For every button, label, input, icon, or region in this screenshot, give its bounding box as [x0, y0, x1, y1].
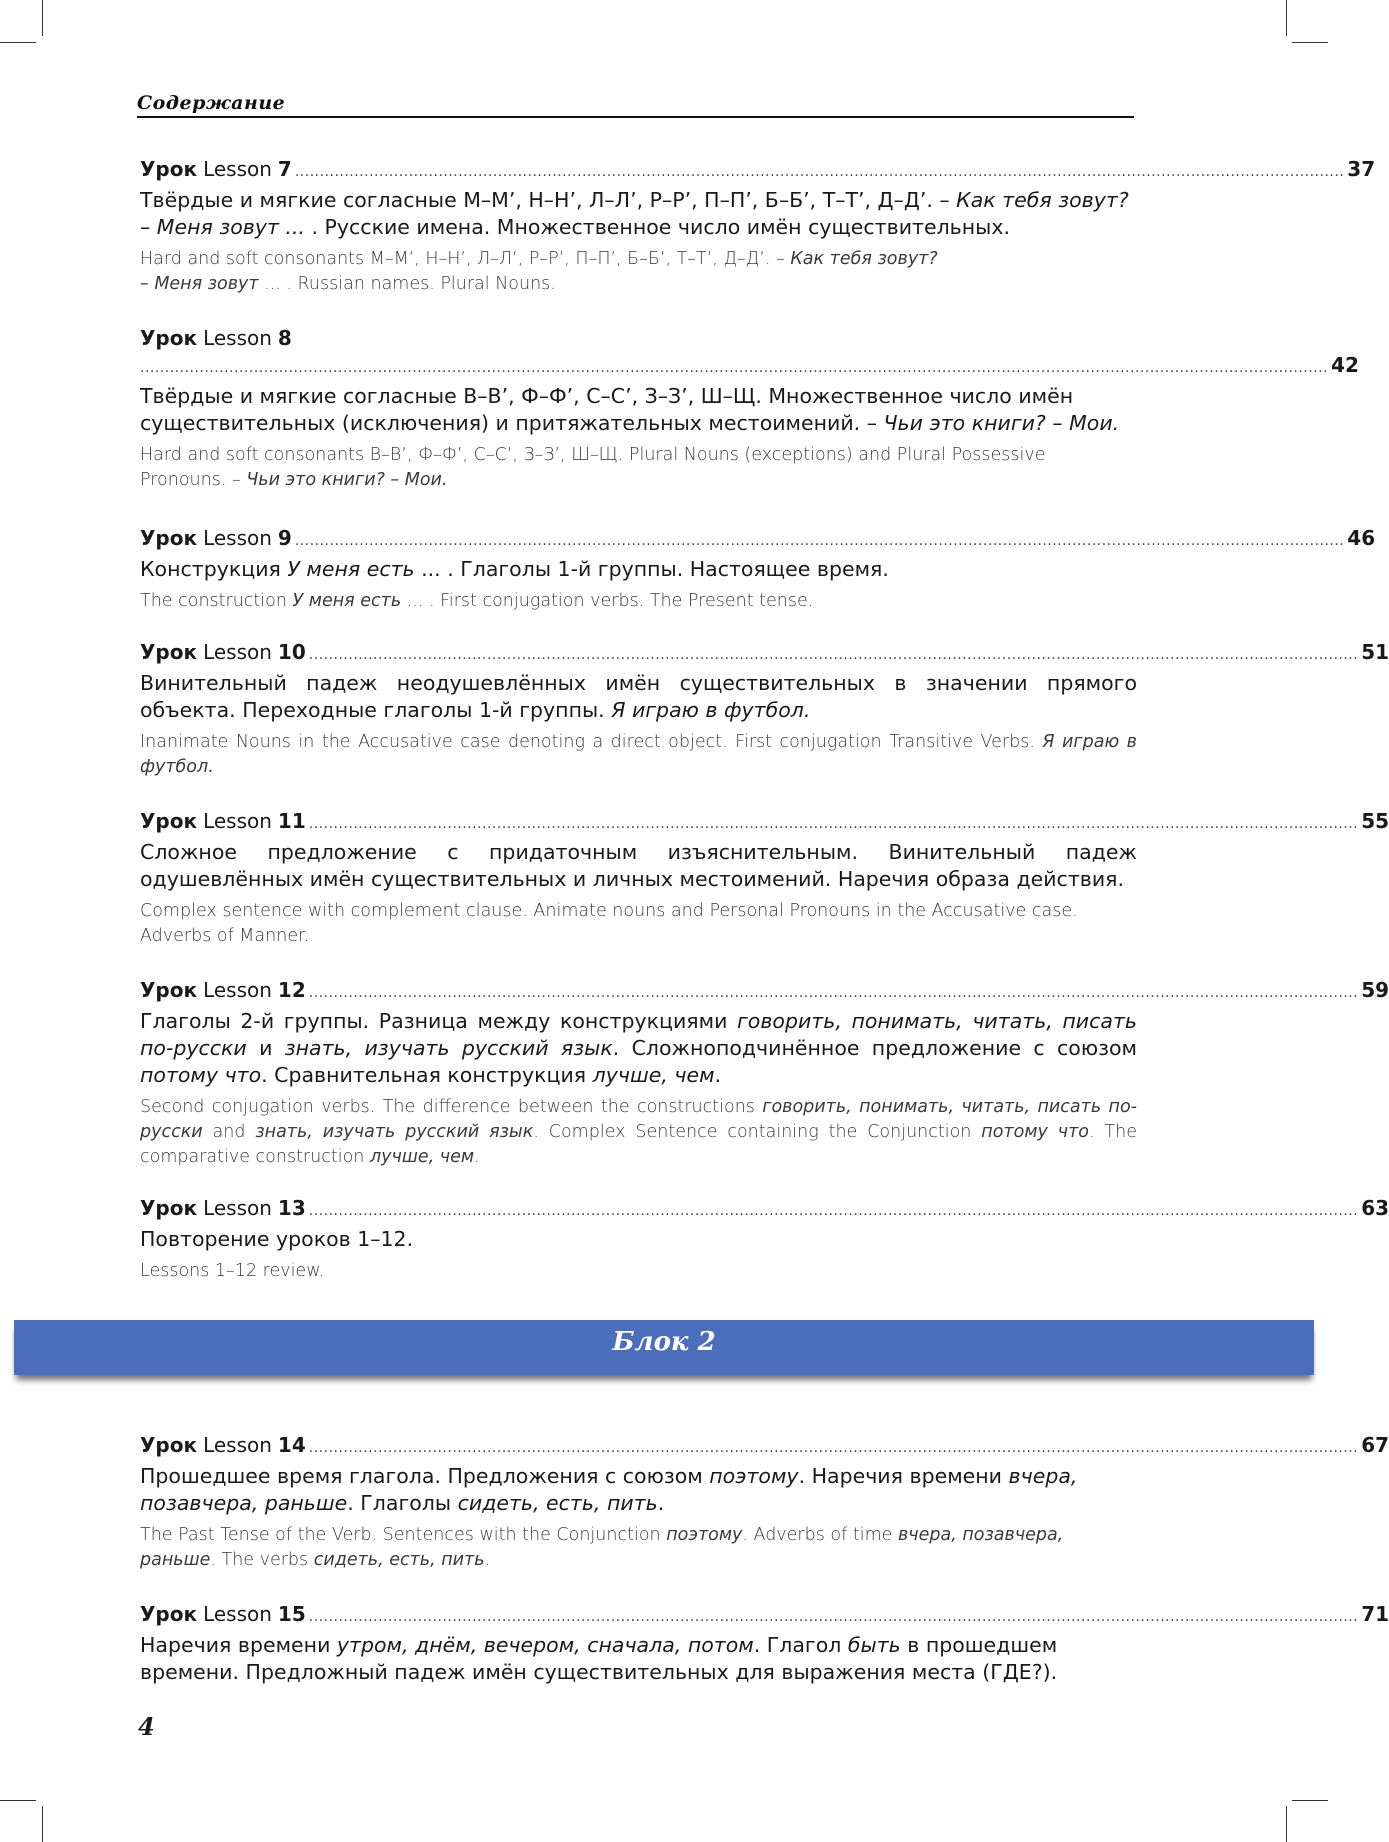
lesson-word-en: Lesson — [203, 978, 272, 1002]
dot-leader: .................................................................................................................................................................................................................... — [308, 816, 1359, 832]
lesson-description-ru: Твёрдые и мягкие согласные В–В’, Ф–Ф’, С–С’, З–З’, Ш–Щ. Множественное число имён существительных (исключения) и притяжательных местоимений. – Чьи это книги? – Мои. — [140, 384, 1120, 435]
lesson-word-en: Lesson — [203, 809, 272, 833]
lesson-word-en: Lesson — [203, 526, 272, 550]
lesson-description-ru: Наречия времени утром, днём, вечером, сначала, потом. Глагол быть в прошедшем времени. Предложный падеж имён существительных для выражения места (ГДЕ?). — [140, 1633, 1058, 1684]
lesson-word-en: Lesson — [203, 157, 272, 181]
lesson-description-ru: Винительный падеж неодушевлённых имён существительных в значении прямого объекта. Переходные глаголы 1-й группы. Я играю в футбол. — [140, 671, 1137, 722]
lesson-page: 42 — [1331, 353, 1359, 377]
lesson-page: 37 — [1347, 157, 1376, 181]
dot-leader: .................................................................................................................................................................................................................... — [308, 985, 1359, 1001]
crop-mark — [0, 42, 36, 43]
lesson-word-en: Lesson — [203, 1433, 272, 1457]
lesson-word-ru: Урок — [140, 157, 198, 181]
lesson-number: 7 — [277, 157, 292, 181]
lesson-description-ru: Твёрдые и мягкие согласные М–М’, Н–Н’, Л–Л’, Р–Р’, П–П’, Б–Б’, Т–Т’, Д–Д’. – Как тебя зовут? – Меня зовут ... . Русские имена. Множественное число имён существительных. — [140, 188, 1129, 239]
crop-mark — [42, 1806, 43, 1842]
dot-leader: .................................................................................................................................................................................................................... — [308, 1609, 1359, 1625]
lesson-word-en: Lesson — [203, 1602, 272, 1626]
lesson-word-ru: Урок — [140, 326, 198, 350]
lesson-page: 46 — [1347, 526, 1376, 550]
lesson-description-en: The Past Tense of the Verb. Sentences with the Conjunction поэтому. Adverbs of time вчера, позавчера, раньше. The verbs сидеть, есть, пить. — [140, 1525, 1064, 1570]
lesson-description-ru: Повторение уроков 1–12. — [140, 1227, 414, 1251]
lesson-description-en: Lessons 1–12 review. — [140, 1261, 325, 1281]
lesson-page: 71 — [1361, 1602, 1389, 1626]
lesson-word-ru: Урок — [140, 978, 198, 1002]
lesson-number: 10 — [277, 640, 306, 664]
crop-mark — [1286, 1806, 1287, 1842]
lesson-number: 14 — [277, 1433, 306, 1457]
lesson-description-en: Second conjugation verbs. The difference between the constructions говорить, понимать, читать, писать по-русски and знать, изучать русский язык. Complex Sentence containing the Conjunction потому что. The comparative construction лучше, чем. — [140, 1097, 1137, 1167]
dot-leader: .................................................................................................................................................................................................................... — [308, 1440, 1359, 1456]
lesson-page: 59 — [1361, 978, 1389, 1002]
crop-mark — [1292, 42, 1328, 43]
lesson-entry-7[interactable] — [140, 156, 1376, 297]
lesson-description-en: The construction У меня есть ... . First conjugation verbs. The Present tense. — [140, 591, 814, 611]
lesson-number: 8 — [277, 326, 292, 350]
lesson-entry-12[interactable] — [140, 977, 1389, 1170]
crop-mark — [1286, 0, 1287, 36]
lesson-description-en: Complex sentence with complement clause. Animate nouns and Personal Pronouns in the Accusative case. Adverbs of Manner. — [140, 901, 1078, 946]
lesson-page: 51 — [1361, 640, 1389, 664]
lesson-description-ru: Глаголы 2-й группы. Разница между конструкциями говорить, понимать, читать, писать по-русски и знать, изучать русский язык. Сложноподчинённое предложение с союзом потому что. Сравнительная конструкция лучше, чем. — [140, 1009, 1137, 1087]
lesson-description-ru: Сложное предложение с придаточным изъяснительным. Винительный падеж одушевлённых имён существительных и личных местоимений. Наречия образа действия. — [140, 840, 1137, 891]
lesson-description-ru: Прошедшее время глагола. Предложения с союзом поэтому. Наречия времени вчера, позавчера, раньше. Глаголы сидеть, есть, пить. — [140, 1464, 1078, 1515]
lesson-number: 9 — [277, 526, 292, 550]
lesson-description-en: Hard and soft consonants В–В’, Ф–Ф’, С–С’, З–З’, Ш–Щ. Plural Nouns (exceptions) and Plural Possessive Pronouns. – Чьи это книги? – Мои. — [140, 445, 1046, 490]
lesson-word-ru: Урок — [140, 1433, 198, 1457]
lesson-word-ru: Урок — [140, 809, 198, 833]
lesson-word-en: Lesson — [203, 326, 272, 350]
dot-leader: .................................................................................................................................................................................................................... — [294, 533, 1345, 549]
crop-mark — [42, 0, 43, 36]
page-number: 4 — [138, 1712, 155, 1741]
lesson-number: 12 — [277, 978, 306, 1002]
dot-leader: .................................................................................................................................................................................................................... — [308, 647, 1359, 663]
lesson-word-ru: Урок — [140, 1602, 198, 1626]
lesson-entry-11[interactable] — [140, 808, 1389, 949]
lesson-entry-13[interactable] — [140, 1195, 1389, 1284]
lesson-description-en: Inanimate Nouns in the Accusative case denoting a direct object. First conjugation Transitive Verbs. Я играю в футбол. — [140, 732, 1137, 777]
lesson-page: 55 — [1361, 809, 1389, 833]
lesson-entry-14[interactable] — [140, 1432, 1389, 1573]
lesson-page: 63 — [1361, 1196, 1389, 1220]
lesson-word-en: Lesson — [203, 1196, 272, 1220]
lesson-entry-10[interactable] — [140, 639, 1389, 780]
crop-mark — [0, 1800, 36, 1801]
lesson-description-ru: Конструкция У меня есть ... . Глаголы 1-й группы. Настоящее время. — [140, 557, 889, 581]
dot-leader: ................................................................................................................................................................................................................................................ — [140, 360, 1329, 376]
lesson-word-ru: Урок — [140, 1196, 198, 1220]
lesson-word-en: Lesson — [203, 640, 272, 664]
dot-leader: .................................................................................................................................................................................................................... — [308, 1203, 1359, 1219]
lesson-entry-8[interactable] — [140, 325, 1359, 493]
dot-leader: .................................................................................................................................................................................................................... — [294, 164, 1345, 180]
lesson-word-ru: Урок — [140, 640, 198, 664]
crop-mark — [1292, 1800, 1328, 1801]
section-title: Содержание — [137, 92, 286, 114]
block-2-banner: Блок 2 — [14, 1320, 1314, 1375]
lesson-entry-15[interactable] — [140, 1601, 1389, 1686]
lesson-entry-9[interactable] — [140, 525, 1376, 614]
lesson-word-ru: Урок — [140, 526, 198, 550]
lesson-number: 13 — [277, 1196, 306, 1220]
lesson-description-en: Hard and soft consonants М–М’, Н–Н’, Л–Л’, Р–Р’, П–П’, Б–Б’, Т–Т’, Д–Д’. – Как тебя зовут? – Меня зовут ... . Russian names. Plural Nouns. — [140, 249, 938, 294]
lesson-number: 15 — [277, 1602, 306, 1626]
header-rule — [137, 116, 1134, 118]
lesson-page: 67 — [1361, 1433, 1389, 1457]
lesson-number: 11 — [277, 809, 306, 833]
